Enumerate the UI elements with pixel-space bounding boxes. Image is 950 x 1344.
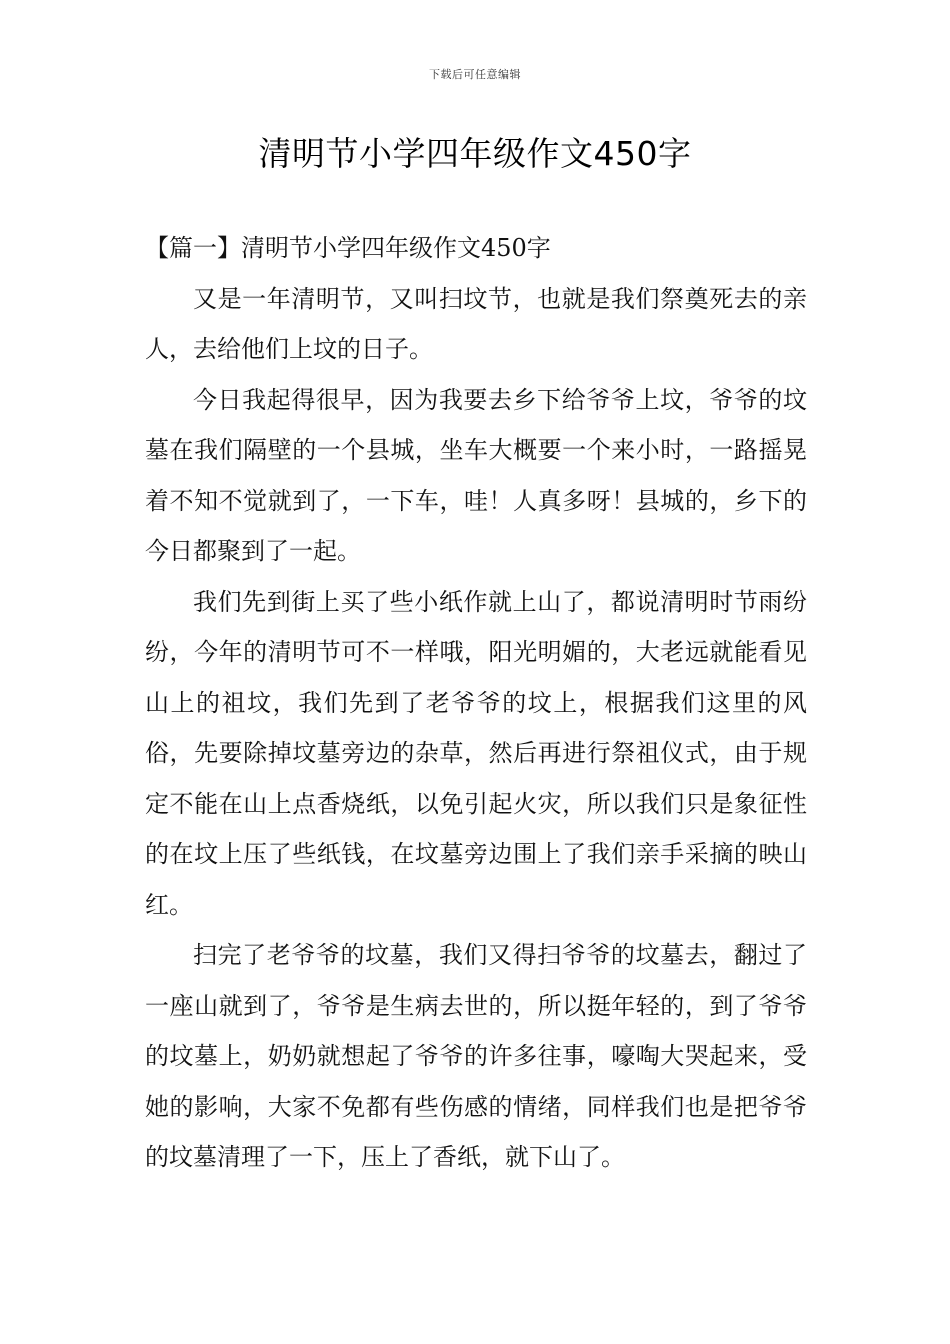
paragraph-2: 今日我起得很早，因为我要去乡下给爷爷上坟，爷爷的坟墓在我们隔壁的一个县城，坐车大概要一个来小时，一路摇晃着不知不觉就到了，一下车，哇！人真多呀！县城的，乡下的今日都聚到了一起。: [145, 385, 807, 565]
section-heading: 【篇一】清明节小学四年级作文450字: [145, 234, 551, 262]
paragraph-3: 我们先到街上买了些小纸作就上山了，都说清明时节雨纷纷，今年的清明节可不一样哦，阳光明媚的，大老远就能看见山上的祖坟，我们先到了老爷爷的坟上，根据我们这里的风俗，先要除掉坟墓旁边的杂草，然后再进行祭祖仪式，由于规定不能在山上点香烧纸，以免引起火灾，所以我们只是象征性的在坟上压了些纸钱，在坟墓旁边围上了我们亲手采摘的映山红。: [145, 587, 807, 919]
document-title: 清明节小学四年级作文450字: [258, 134, 692, 173]
document-body: [145, 223, 807, 1183]
paragraph-1: 又是一年清明节，又叫扫坟节，也就是我们祭奠死去的亲人，去给他们上坟的日子。: [145, 284, 807, 363]
header-note: 下载后可任意编辑: [429, 68, 521, 81]
paragraph-4: 扫完了老爷爷的坟墓，我们又得扫爷爷的坟墓去，翻过了一座山就到了，爷爷是生病去世的，所以挺年轻的，到了爷爷的坟墓上，奶奶就想起了爷爷的许多往事，嚎啕大哭起来，受她的影响，大家不免都有些伤感的情绪，同样我们也是把爷爷的坟墓清理了一下，压上了香纸，就下山了。: [145, 941, 807, 1171]
